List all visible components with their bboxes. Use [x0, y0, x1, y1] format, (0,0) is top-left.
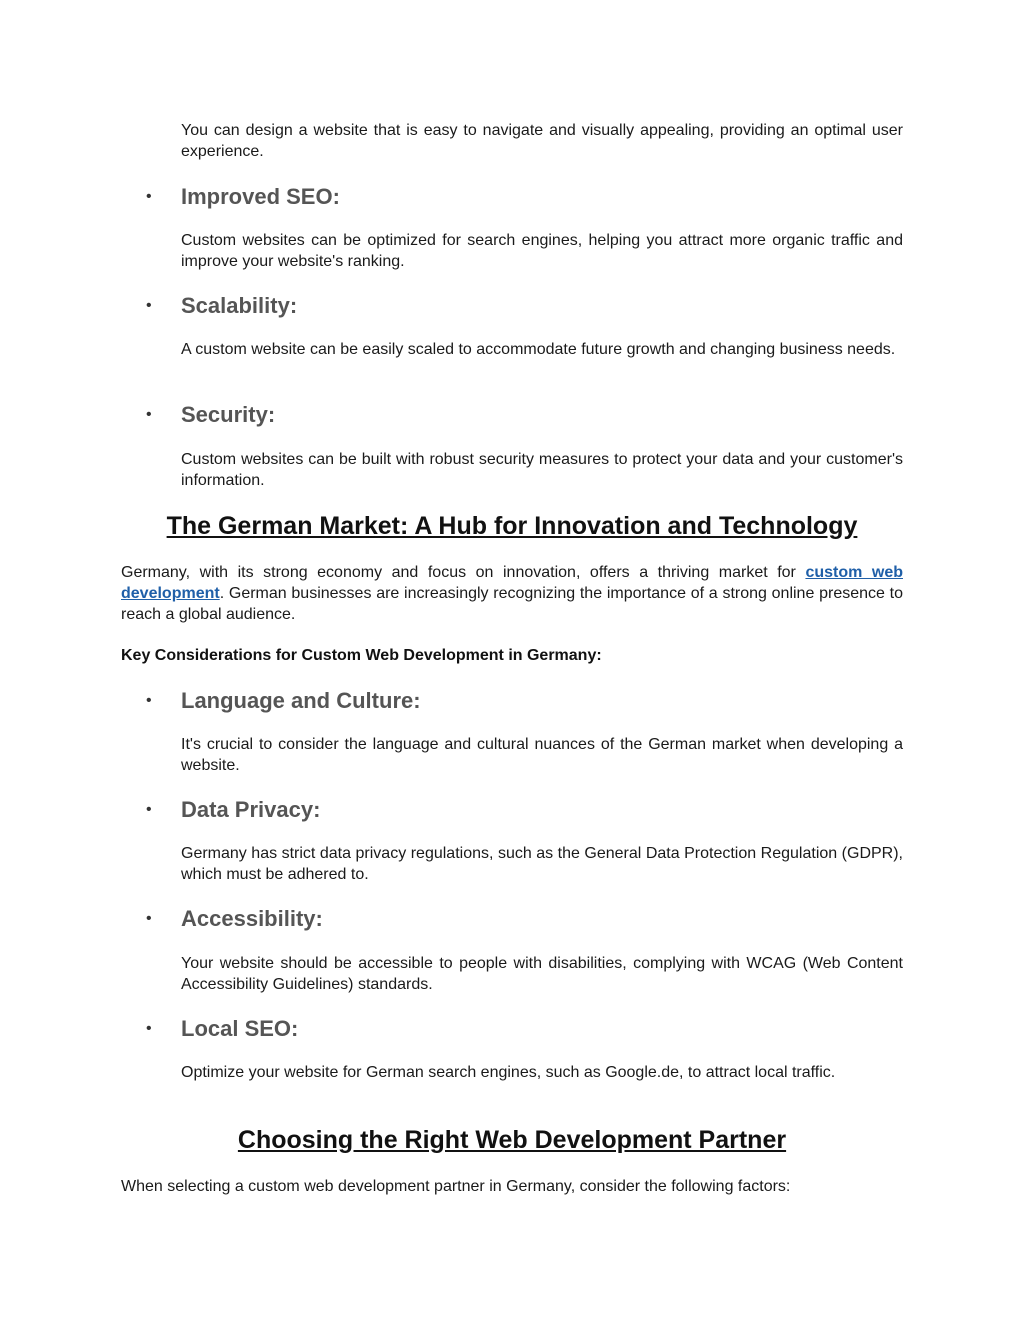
bullet-heading: Scalability: — [181, 293, 298, 318]
bullet-icon: • — [146, 1020, 152, 1037]
bullet-paragraph: Germany has strict data privacy regulations, such as the General Data Protection Regulation (GDPR), which must be adhered to. — [181, 845, 903, 883]
bullet-paragraph: It's crucial to consider the language and cultural nuances of the German market when developing a website. — [181, 736, 903, 774]
bullet-item-improved-seo — [146, 182, 340, 212]
bullet-icon: • — [146, 692, 152, 709]
intro-paragraph: You can design a website that is easy to navigate and visually appealing, providing an optimal user experience. — [181, 122, 903, 160]
bullet-item-language-culture — [146, 686, 421, 716]
bullet-heading: Local SEO: — [181, 1016, 299, 1041]
bullet-icon: • — [146, 297, 152, 314]
bullet-item-scalability — [146, 291, 297, 321]
bullet-icon: • — [146, 910, 152, 927]
bullet-paragraph: Your website should be accessible to people with disabilities, complying with WCAG (Web Content Accessibility Guidelines) standards. — [181, 955, 903, 993]
bullet-paragraph: Optimize your website for German search engines, such as Google.de, to attract local traffic. — [181, 1064, 836, 1081]
paragraph-text: Germany, with its strong economy and focus on innovation, offers a thriving market for — [121, 564, 806, 581]
bullet-paragraph: Custom websites can be optimized for search engines, helping you attract more organic traffic and improve your website's ranking. — [181, 232, 903, 270]
bullet-icon: • — [146, 188, 152, 205]
key-considerations-heading: Key Considerations for Custom Web Development in Germany: — [121, 647, 602, 664]
custom-web-development-link[interactable]: custom web development — [121, 564, 903, 602]
paragraph-text: . German businesses are increasingly recognizing the importance of a strong online presence to reach a global audience. — [121, 585, 903, 623]
bullet-icon: • — [146, 801, 152, 818]
section-title-german-market: The German Market: A Hub for Innovation and Technology — [166, 512, 858, 540]
bullet-item-security — [146, 400, 275, 430]
bullet-heading: Data Privacy: — [181, 797, 321, 822]
bullet-heading: Improved SEO: — [181, 184, 340, 209]
bullet-paragraph: Custom websites can be built with robust security measures to protect your data and your customer's information. — [181, 451, 903, 489]
bullet-icon: • — [146, 406, 152, 423]
bullet-paragraph: A custom website can be easily scaled to accommodate future growth and changing business needs. — [181, 341, 896, 358]
german-market-paragraph — [121, 562, 903, 625]
section-title-choosing-partner: Choosing the Right Web Development Partner — [237, 1126, 787, 1154]
bullet-heading: Security: — [181, 402, 276, 427]
bullet-item-data-privacy — [146, 795, 320, 825]
bullet-heading: Language and Culture: — [181, 688, 421, 713]
bullet-item-local-seo — [146, 1014, 298, 1044]
bullet-item-accessibility — [146, 904, 323, 934]
bullet-heading: Accessibility: — [181, 906, 323, 931]
partner-paragraph: When selecting a custom web development partner in Germany, consider the following factors: — [121, 1178, 791, 1195]
